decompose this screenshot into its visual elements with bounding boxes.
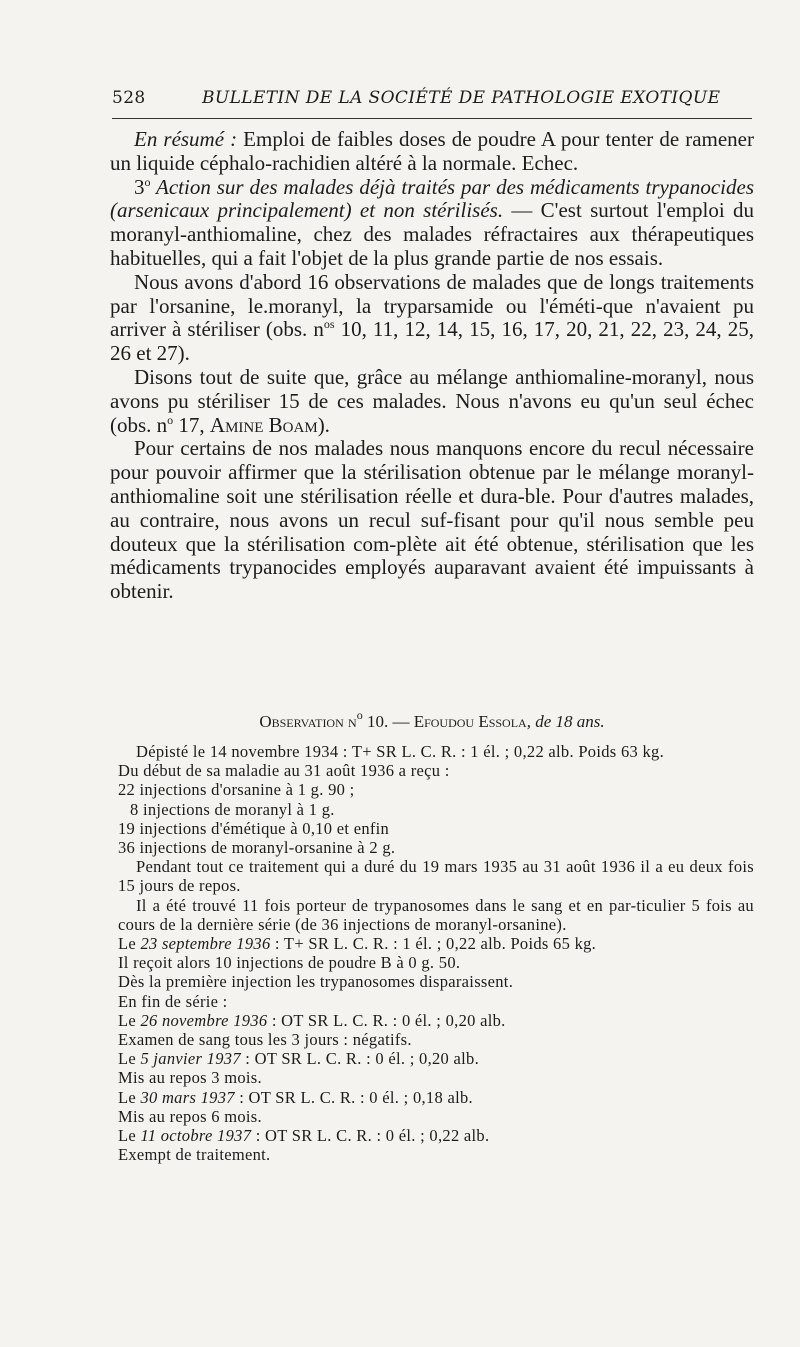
recul-paragraph: Pour certains de nos malades nous manquons encore du recul nécessaire pour pouvoir affirmer que la stérilisation obtenue par le mélange moranyl-anthiomaline soit une stérilisation réelle et dura-ble. Pour d'autres malades, au contraire, nous avons un recul suf-fisant pour qu'il nous semble peu douteux que la stérilisation com-plète ait été obtenue, stérilisation que les médicaments trypanocides employés auparavant avaient été impuissants à obtenir. [110, 436, 754, 604]
summary-lead: En résumé : [134, 127, 238, 151]
section-number-sup: o [144, 174, 151, 189]
obs-line: Mis au repos 6 mois. [118, 1106, 262, 1126]
obs-line: Dès la première injection les trypanosomes disparaissent. [118, 972, 514, 992]
obs-date: 5 janvier 1937 [140, 1049, 241, 1069]
obs-result: : T+ SR L. C. R. : 1 él. ; 0,22 alb. Poids 65 kg. [270, 934, 597, 954]
results-sup: o [167, 412, 174, 427]
obs-line: Il reçoit alors 10 injections de poudre B à 0 g. 50. [118, 953, 461, 973]
obs-le: Le [118, 934, 141, 954]
section-3-paragraph [110, 176, 754, 271]
observation-patient: Efoudou Essola [413, 712, 527, 731]
obs-line [118, 1088, 754, 1107]
obs-result: : OT SR L. C. R. : 0 él. ; 0,20 alb. [267, 1010, 506, 1030]
observation-body [118, 742, 754, 1164]
obs-line: 36 injections de moranyl-orsanine à 2 g. [118, 838, 396, 858]
observation-label: Observation n [259, 712, 357, 731]
page-number: 528 [112, 88, 146, 108]
body-text [110, 128, 754, 604]
summary-paragraph [110, 128, 754, 176]
obs-line: 8 injections de moranyl à 1 g. [130, 799, 335, 819]
obs-line: Du début de sa maladie au 31 août 1936 a reçu : [118, 761, 450, 781]
obs-date: 11 octobre 1937 [140, 1126, 252, 1146]
observation-sup: o [356, 708, 363, 722]
obs-line: Examen de sang tous les 3 jours : négatifs. [118, 1030, 412, 1050]
obs-date: 26 novembre 1936 [140, 1010, 268, 1030]
obs-le: Le [118, 1049, 141, 1069]
obs-result: : OT SR L. C. R. : 0 él. ; 0,20 alb. [240, 1049, 480, 1069]
journal-title: BULLETIN DE LA SOCIÉTÉ DE PATHOLOGIE EXOTIQUE [202, 88, 721, 108]
obs-line: 19 injections d'émétique à 0,10 et enfin [118, 818, 390, 838]
obs-le: Le [118, 1010, 141, 1030]
obs-result: : OT SR L. C. R. : 0 él. ; 0,18 alb. [234, 1087, 473, 1107]
obs-line [118, 1011, 754, 1030]
summary-text: Emploi de faibles doses de poudre A pour tenter de ramener un liquide céphalo-rachidien altéré à la normale. Echec. [110, 127, 754, 175]
obs-le: Le [118, 1126, 141, 1146]
results-text-b: 17, [173, 412, 210, 437]
obs-line: Pendant tout ce traitement qui a duré du 19 mars 1935 au 31 août 1936 il a eu deux fois 15 jours de repos. [118, 857, 754, 896]
obs-line [118, 1126, 754, 1145]
observations-text-b: 10, 11, 12, 14, 15, 16, 17, 20, 21, 22, 23, 24, 25, 26 et 27). [110, 317, 754, 366]
obs-line: 22 injections d'orsanine à 1 g. 90 ; [118, 780, 355, 800]
obs-line [118, 1049, 754, 1068]
obs-line: Mis au repos 3 mois. [118, 1068, 262, 1088]
obs-line: Exempt de traitement. [118, 1145, 271, 1165]
header-rule [112, 118, 752, 119]
obs-line: En fin de série : [118, 991, 228, 1011]
observations-text-a: Nous avons d'abord 16 observations de malades que de longs traitements par l'orsanine, le.moranyl, la tryparsamide ou l'éméti-que n'avaient pu arriver à stériliser (obs. n [110, 269, 754, 342]
section-number: 3 [134, 174, 145, 199]
obs-le: Le [118, 1087, 141, 1107]
obs-date: 23 septembre 1936 [140, 934, 271, 954]
obs-date: 30 mars 1937 [140, 1087, 235, 1107]
observations-sup: os [323, 317, 335, 332]
observation-title [110, 708, 754, 732]
results-paragraph [110, 366, 754, 437]
patient-name: Amine Boam [209, 412, 318, 437]
obs-result: : OT SR L. C. R. : 0 él. ; 0,22 alb. [251, 1126, 490, 1146]
obs-line: Dépisté le 14 novembre 1934 : T+ SR L. C. R. : 1 él. ; 0,22 alb. Poids 63 kg. [136, 742, 664, 761]
section-text: — C'est surtout l'emploi du moranyl-anthiomaline, chez des malades réfractaires aux thérapeutiques habituelles, qui a fait l'objet de la plus grande partie de nos essais. [110, 198, 754, 270]
results-text-a: Disons tout de suite que, grâce au mélange anthiomaline-moranyl, nous avons pu stériliser 15 de ces malades. Nous n'avons eu qu'un seul échec (obs. n [110, 364, 754, 437]
section-title: Action sur des malades déjà traités par des médicaments trypanocides (arsenicaux principalement) et non stérilisés. [110, 174, 754, 223]
observation-number: 10. — [362, 712, 414, 731]
results-text-c: ). [317, 412, 330, 437]
obs-line [118, 934, 754, 953]
obs-line: Il a été trouvé 11 fois porteur de trypanosomes dans le sang et en par-ticulier 5 fois au cours de la dernière série (de 36 injections de moranyl-orsanine). [118, 895, 754, 934]
observation-age: , de 18 ans. [526, 712, 605, 731]
observations-paragraph [110, 271, 754, 366]
